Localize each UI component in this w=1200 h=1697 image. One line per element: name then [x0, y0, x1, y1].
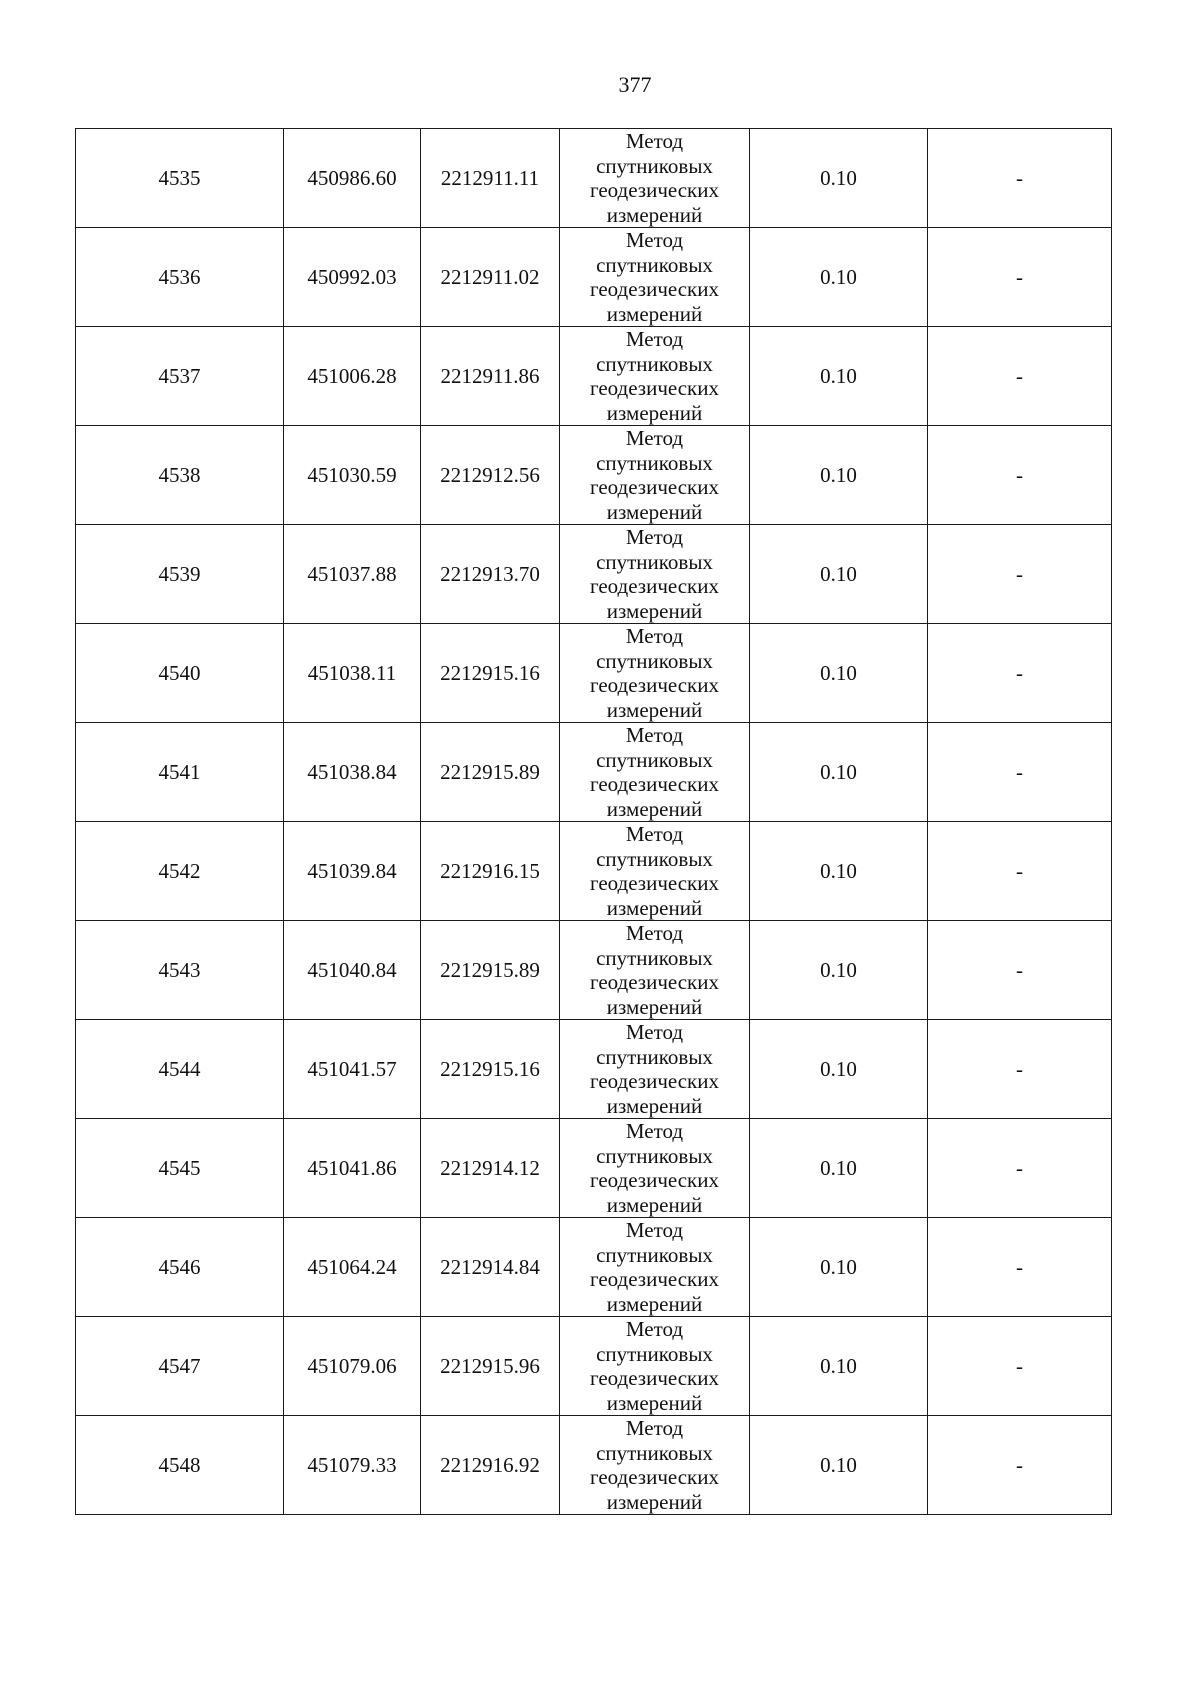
note-cell: - [928, 822, 1112, 921]
x-coordinate-cell: 450992.03 [284, 228, 421, 327]
method-cell [560, 1119, 750, 1218]
method-line: спутниковых [596, 351, 713, 376]
note-cell: - [928, 1317, 1112, 1416]
y-coordinate-cell: 2212915.89 [421, 723, 560, 822]
accuracy-cell: 0.10 [750, 1020, 928, 1119]
y-coordinate-cell: 2212916.92 [421, 1416, 560, 1515]
note-cell: - [928, 129, 1112, 228]
note-cell: - [928, 1416, 1112, 1515]
method-line: измерений [606, 499, 703, 524]
y-coordinate-cell: 2212914.84 [421, 1218, 560, 1317]
table-row [76, 525, 1112, 624]
accuracy-cell: 0.10 [750, 426, 928, 525]
accuracy-cell: 0.10 [750, 624, 928, 723]
x-coordinate-cell: 451041.86 [284, 1119, 421, 1218]
method-line: спутниковых [596, 450, 713, 475]
table-row [76, 1416, 1112, 1515]
method-cell [560, 1317, 750, 1416]
method-line: геодезических [589, 475, 719, 499]
method-line: спутниковых [596, 1143, 713, 1168]
note-cell: - [928, 525, 1112, 624]
point-number-cell: 4546 [76, 1218, 284, 1317]
method-line: геодезических [589, 1366, 719, 1390]
accuracy-cell: 0.10 [750, 1416, 928, 1515]
point-number-cell: 4542 [76, 822, 284, 921]
table-row [76, 723, 1112, 822]
method-line: спутниковых [596, 747, 713, 772]
method-line: измерений [606, 994, 703, 1019]
method-line: измерений [606, 598, 703, 623]
note-cell: - [928, 723, 1112, 822]
method-line: спутниковых [596, 1341, 713, 1366]
y-coordinate-cell: 2212911.02 [421, 228, 560, 327]
table-row [76, 822, 1112, 921]
accuracy-cell: 0.10 [750, 822, 928, 921]
method-line: Метод [625, 525, 684, 549]
method-line: геодезических [589, 1168, 719, 1192]
note-cell: - [928, 1119, 1112, 1218]
method-line: Метод [625, 129, 684, 153]
point-number-cell: 4543 [76, 921, 284, 1020]
method-cell [560, 228, 750, 327]
method-line: геодезических [589, 1267, 719, 1291]
method-line: измерений [606, 301, 703, 326]
method-line: Метод [625, 1218, 684, 1242]
method-line: Метод [625, 1119, 684, 1143]
method-line: геодезических [589, 178, 719, 202]
x-coordinate-cell: 451038.11 [284, 624, 421, 723]
table-row [76, 921, 1112, 1020]
table-row [76, 228, 1112, 327]
point-number-cell: 4536 [76, 228, 284, 327]
x-coordinate-cell: 451041.57 [284, 1020, 421, 1119]
point-number-cell: 4547 [76, 1317, 284, 1416]
table-row [76, 1020, 1112, 1119]
accuracy-cell: 0.10 [750, 921, 928, 1020]
method-line: спутниковых [596, 1440, 713, 1465]
note-cell: - [928, 1218, 1112, 1317]
method-cell [560, 921, 750, 1020]
table-row [76, 426, 1112, 525]
y-coordinate-cell: 2212915.89 [421, 921, 560, 1020]
method-line: геодезических [589, 673, 719, 697]
method-line: измерений [606, 697, 703, 722]
x-coordinate-cell: 451006.28 [284, 327, 421, 426]
method-line: измерений [606, 895, 703, 920]
method-line: геодезических [589, 970, 719, 994]
accuracy-cell: 0.10 [750, 1218, 928, 1317]
method-line: Метод [625, 822, 684, 846]
point-number-cell: 4537 [76, 327, 284, 426]
accuracy-cell: 0.10 [750, 1119, 928, 1218]
table-row [76, 1218, 1112, 1317]
x-coordinate-cell: 451037.88 [284, 525, 421, 624]
x-coordinate-cell: 450986.60 [284, 129, 421, 228]
x-coordinate-cell: 451030.59 [284, 426, 421, 525]
accuracy-cell: 0.10 [750, 723, 928, 822]
method-line: Метод [625, 1317, 684, 1341]
method-line: спутниковых [596, 153, 713, 178]
page-number: 377 [618, 72, 652, 97]
note-cell: - [928, 624, 1112, 723]
method-line: геодезических [589, 574, 719, 598]
note-cell: - [928, 228, 1112, 327]
table-row [76, 327, 1112, 426]
method-line: Метод [625, 228, 684, 252]
y-coordinate-cell: 2212911.86 [421, 327, 560, 426]
method-line: спутниковых [596, 1044, 713, 1069]
y-coordinate-cell: 2212915.16 [421, 624, 560, 723]
table-row [76, 624, 1112, 723]
accuracy-cell: 0.10 [750, 228, 928, 327]
method-cell [560, 1416, 750, 1515]
point-number-cell: 4540 [76, 624, 284, 723]
table-row [76, 1119, 1112, 1218]
note-cell: - [928, 426, 1112, 525]
method-line: геодезических [589, 871, 719, 895]
point-number-cell: 4545 [76, 1119, 284, 1218]
note-cell: - [928, 1020, 1112, 1119]
method-cell [560, 822, 750, 921]
accuracy-cell: 0.10 [750, 327, 928, 426]
point-number-cell: 4538 [76, 426, 284, 525]
point-number-cell: 4548 [76, 1416, 284, 1515]
note-cell: - [928, 921, 1112, 1020]
y-coordinate-cell: 2212914.12 [421, 1119, 560, 1218]
method-line: измерений [606, 796, 703, 821]
method-line: геодезических [589, 1465, 719, 1489]
method-cell [560, 327, 750, 426]
y-coordinate-cell: 2212915.96 [421, 1317, 560, 1416]
table-row [76, 1317, 1112, 1416]
x-coordinate-cell: 451040.84 [284, 921, 421, 1020]
method-line: спутниковых [596, 648, 713, 673]
method-line: Метод [625, 426, 684, 450]
x-coordinate-cell: 451064.24 [284, 1218, 421, 1317]
method-line: Метод [625, 921, 684, 945]
x-coordinate-cell: 451039.84 [284, 822, 421, 921]
method-cell [560, 723, 750, 822]
method-line: геодезических [589, 277, 719, 301]
note-cell: - [928, 327, 1112, 426]
method-line: геодезических [589, 376, 719, 400]
method-line: измерений [606, 1489, 703, 1514]
method-cell [560, 426, 750, 525]
method-line: геодезических [589, 772, 719, 796]
accuracy-cell: 0.10 [750, 525, 928, 624]
method-line: спутниковых [596, 549, 713, 574]
method-line: Метод [625, 624, 684, 648]
method-cell [560, 1020, 750, 1119]
method-line: спутниковых [596, 1242, 713, 1267]
y-coordinate-cell: 2212915.16 [421, 1020, 560, 1119]
method-line: Метод [625, 1020, 684, 1044]
method-line: измерений [606, 1291, 703, 1316]
method-line: спутниковых [596, 846, 713, 871]
method-line: измерений [606, 202, 703, 227]
x-coordinate-cell: 451079.33 [284, 1416, 421, 1515]
table-row [76, 129, 1112, 228]
method-line: измерений [606, 1192, 703, 1217]
coordinates-table [75, 128, 1112, 1515]
method-line: Метод [625, 723, 684, 747]
y-coordinate-cell: 2212912.56 [421, 426, 560, 525]
method-line: измерений [606, 400, 703, 425]
method-line: спутниковых [596, 945, 713, 970]
method-line: Метод [625, 327, 684, 351]
point-number-cell: 4539 [76, 525, 284, 624]
method-line: измерений [606, 1390, 703, 1415]
method-cell [560, 1218, 750, 1317]
point-number-cell: 4535 [76, 129, 284, 228]
method-cell [560, 525, 750, 624]
method-cell [560, 624, 750, 723]
point-number-cell: 4544 [76, 1020, 284, 1119]
method-line: Метод [625, 1416, 684, 1440]
y-coordinate-cell: 2212913.70 [421, 525, 560, 624]
accuracy-cell: 0.10 [750, 129, 928, 228]
method-line: спутниковых [596, 252, 713, 277]
y-coordinate-cell: 2212911.11 [421, 129, 560, 228]
x-coordinate-cell: 451038.84 [284, 723, 421, 822]
method-cell [560, 129, 750, 228]
point-number-cell: 4541 [76, 723, 284, 822]
method-line: геодезических [589, 1069, 719, 1093]
y-coordinate-cell: 2212916.15 [421, 822, 560, 921]
method-line: измерений [606, 1093, 703, 1118]
coordinates-table-body [76, 129, 1112, 1515]
x-coordinate-cell: 451079.06 [284, 1317, 421, 1416]
accuracy-cell: 0.10 [750, 1317, 928, 1416]
